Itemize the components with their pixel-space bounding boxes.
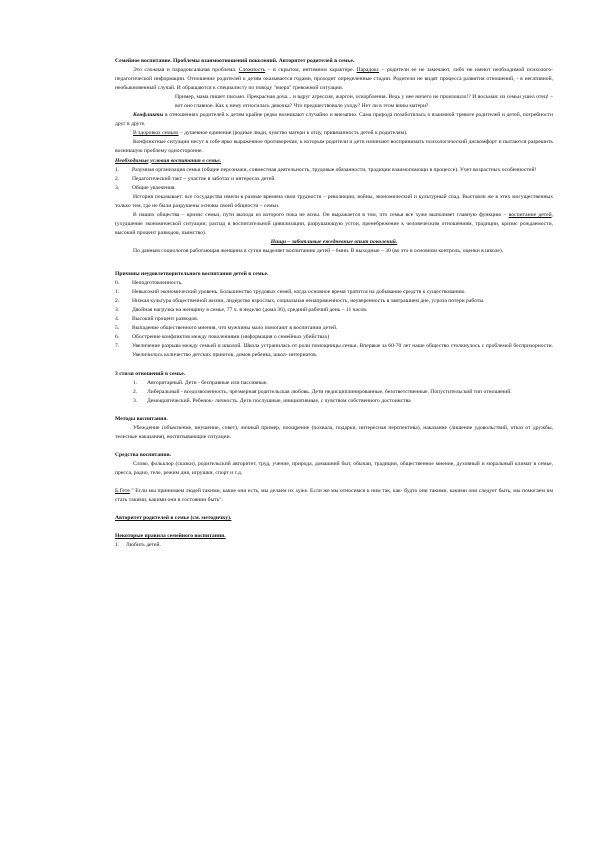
means-heading: Средства воспитания. — [115, 451, 172, 458]
list-number: 0. — [115, 280, 120, 287]
term-conflicts: Конфликты — [133, 112, 164, 119]
term-paradox: Парадокс — [356, 67, 380, 74]
conflict-situations-paragraph: Конфликтные ситуации несут в себе ярко выраженное противоречие, к которым родители и дети начинают воспринимать психологический дискомфорт и пытаются разрешить возникшую проблему односторонне. — [115, 139, 553, 155]
document-body — [115, 57, 553, 550]
list-number: 1. — [115, 166, 120, 173]
list-item — [115, 288, 553, 297]
list-number: 5. — [115, 325, 120, 332]
list-text: Обострение конфликтов между поколениями (информация о семейных убийствах) — [132, 334, 330, 341]
list-number: 1. — [133, 379, 138, 386]
list-number: 1. — [115, 542, 120, 549]
example-quote: Пример, мама пишет письмо. Прекрасная доча... и вдруг агрессия, жаргон, оскорбления. Ведь у нее ничего не произошло!? И восьмая: из семьи ушел отец! – вот оно главное. Как к нему относилась девочка? Что предшествовало уходу? Нет ли в этом вины матери? — [175, 94, 553, 110]
list-number: 2. — [115, 298, 120, 305]
list-text: Увеличение разрыва между семьей и школой. Школа устранилась от роли помощницы семьи. Впервые за 60-70 лет наше общество столкнулось с проблемой беспризорности. Увеличилось количество детских приютов, домов ребенка, школ- интернатов. — [132, 343, 553, 359]
list-item — [115, 397, 553, 406]
spacer — [115, 256, 553, 270]
spacer — [115, 406, 553, 415]
list-item — [115, 306, 553, 315]
term-complexity: Сложность — [238, 67, 266, 74]
list-number: 3. — [115, 184, 120, 191]
list-item — [115, 184, 553, 193]
list-number: 7. — [115, 343, 120, 350]
list-item — [115, 333, 553, 342]
list-number: 3. — [133, 397, 138, 404]
quote-text: " Если мы принимаем людей такими, какие они есть, мы делаем их хуже. Если же мы относимся к ним так, как- будто они такими, какими они следует быть, мы помогаем им стать такими, какими они в состоянии быть". — [115, 487, 553, 504]
reasons-heading: Причины неудовлетворительного воспитания детей в семье. — [115, 271, 269, 278]
spacer — [115, 361, 553, 370]
healthy-text: – душевное единение (родные люди, чувство матери к отцу, привязанность детей к родителям). — [178, 130, 408, 137]
list-number: 3. — [115, 307, 120, 314]
term-healthy-families: В здоровых семьях — [133, 130, 179, 137]
spacer — [115, 442, 553, 451]
intro-paragraph — [115, 66, 553, 93]
intro-text: – родители ее не замечают, либо не имеют необходимой психолого-педагогической информации. Отношение родителей к детям оказывается годами, проходит определенные стадии. Родители не видят процесса развития отношений, - в негативной, необыкновенный случай. И обращаются к специалисту по поводу "вчера" тревожной ситуации. — [115, 67, 553, 92]
authority-heading: Авторитет родителей в семье (см. методичку). — [115, 515, 232, 522]
modern-society-paragraph — [115, 211, 553, 238]
healthy-families-paragraph — [115, 129, 553, 138]
conditions-heading: Необходимые условия воспитания в семье. — [115, 157, 222, 164]
sociology-paragraph: По данным социологов работающая женщина в сутки выделяет воспитанию детей – 6мин. В выходные – 30 (во это в основном контроль, оценки в школе). — [133, 247, 504, 254]
list-number: 2. — [115, 175, 120, 182]
intro-text: – в скрытом, интимном характере. — [265, 67, 357, 74]
list-text: Низкая культура общественной жизни, лидерство взрослых, социальная ненапряженность, неуверенность в завтрашнем дне, угроза потери работы. — [132, 298, 485, 305]
list-text: Высокий процент разводов. — [132, 316, 199, 323]
list-text: Общие увлечения. — [132, 184, 176, 191]
list-item — [115, 279, 553, 288]
list-item — [115, 379, 553, 388]
list-item — [115, 541, 553, 550]
spacer — [115, 505, 553, 514]
history-paragraph: История показывает: все государства имели в разные времена свои трудности – революции, войны, экономический и культурный спад. Выстояли же в этих могущественных только тем, где не были разрушены основы своей общности – семьи. — [115, 193, 553, 209]
reasons-list — [115, 279, 553, 360]
list-text: Педагогический такт – участие в заботах и интересах детей. — [132, 175, 276, 182]
styles-heading: 3 стиля отношений в семье. — [115, 370, 186, 377]
methods-paragraph: Убеждение (объяснение, внушение, совет), личный пример, поощрение (похвала, подарки, интересная перспектива), наказание (лишение удовольствий, отказ от дружбы, телесные наказания), воспитывающие ситуации. — [115, 424, 553, 440]
spacer — [115, 523, 553, 532]
list-item — [115, 324, 553, 333]
intro-text: Это сложная и парадоксальная проблема. — [133, 67, 239, 74]
list-item — [115, 297, 553, 306]
list-number: 1. — [115, 289, 120, 296]
list-text: Двойная нагрузка на женщину в семье, 77 ч. в неделю (дома 36), средний рабочий день – 11 часов. — [132, 307, 368, 314]
styles-list — [115, 379, 553, 406]
list-text: Демократический. Ребенок- личность. Дети послушные, инициативные, с чувством собственного достоинства — [147, 397, 411, 404]
modern-text: В наших общества – кризис семьи, пути выхода из которого пока не ясны. Он выражается в том, что семья все хуже выполняет главную функцию – — [133, 211, 509, 218]
conflicts-paragraph — [115, 111, 553, 129]
list-number: 6. — [115, 334, 120, 341]
goethe-quote — [115, 487, 553, 505]
conflicts-text: в отношениях родителей к детям крайне редко возникают случайно и внезапно. Сама природа позаботилась о взаимной тревоге родителей и детей, потребности друг в друге. — [115, 112, 553, 128]
rules-list — [115, 541, 553, 550]
list-item — [115, 388, 553, 397]
methods-heading: Методы воспитания. — [115, 415, 168, 422]
list-text: Либеральный - вседозволенность, чрезмерная родительская любовь. Дети недисциплинированные, безответственные. Попустительский тип отношений. — [147, 388, 512, 395]
list-item — [115, 342, 553, 360]
quote-author: Б.Гете — [115, 487, 130, 494]
list-item — [115, 315, 553, 324]
list-text: Любить детей. — [126, 542, 161, 549]
list-item — [115, 166, 553, 175]
term-upbringing: воспитание детей — [508, 211, 552, 218]
conditions-list — [115, 166, 553, 193]
list-number: 4. — [115, 316, 120, 323]
list-text: Выпадение общественного мнения, что мужчины мало помогают в воспитании детей. — [132, 325, 338, 332]
spacer — [115, 478, 553, 487]
list-text: Разумная организация семьи (общие персонажи, совместная деятельность, трудовые обязанности, традиции взаимопомощи в процессе). Учет возрастных особенностей! — [132, 166, 537, 173]
list-text: Неподготовленность. — [132, 280, 183, 287]
means-paragraph: Слово, фольклор (сказки), родительский авторитет, труд, учение, природа, домашний быт, обычаи, традиции, общественное мнение, духовный и моральный климат в семье, пресса, радио, теле, режим дня, игрушки, спорт и т.д. — [115, 460, 553, 476]
list-text: Авторитарный. Дети - бесправные или пассивные. — [147, 379, 268, 386]
lack-heading: Нищи – заботливые ежедневные опыт поколений. — [270, 238, 398, 245]
list-number: 2. — [133, 388, 138, 395]
list-item — [115, 175, 553, 184]
modern-text: , (ухудшение экономической ситуации; распад в воспитательной цивилизации, разрушающую устои, пренебрежение к человеческим отношениям, традиции, кризис рождаемости, высокий процент разводов, пьянство). — [115, 211, 553, 236]
list-text: Невысокий экономический уровень. Большинство трудовых семей, когда основное время тратится на добывание средств к существованию. — [132, 289, 466, 296]
document-title: Семейное воспитание. Проблемы взаимоотношений поколений. Авторитет родителей в семье. — [115, 58, 355, 64]
rules-heading: Некоторые правила семейного воспитания. — [115, 533, 226, 540]
